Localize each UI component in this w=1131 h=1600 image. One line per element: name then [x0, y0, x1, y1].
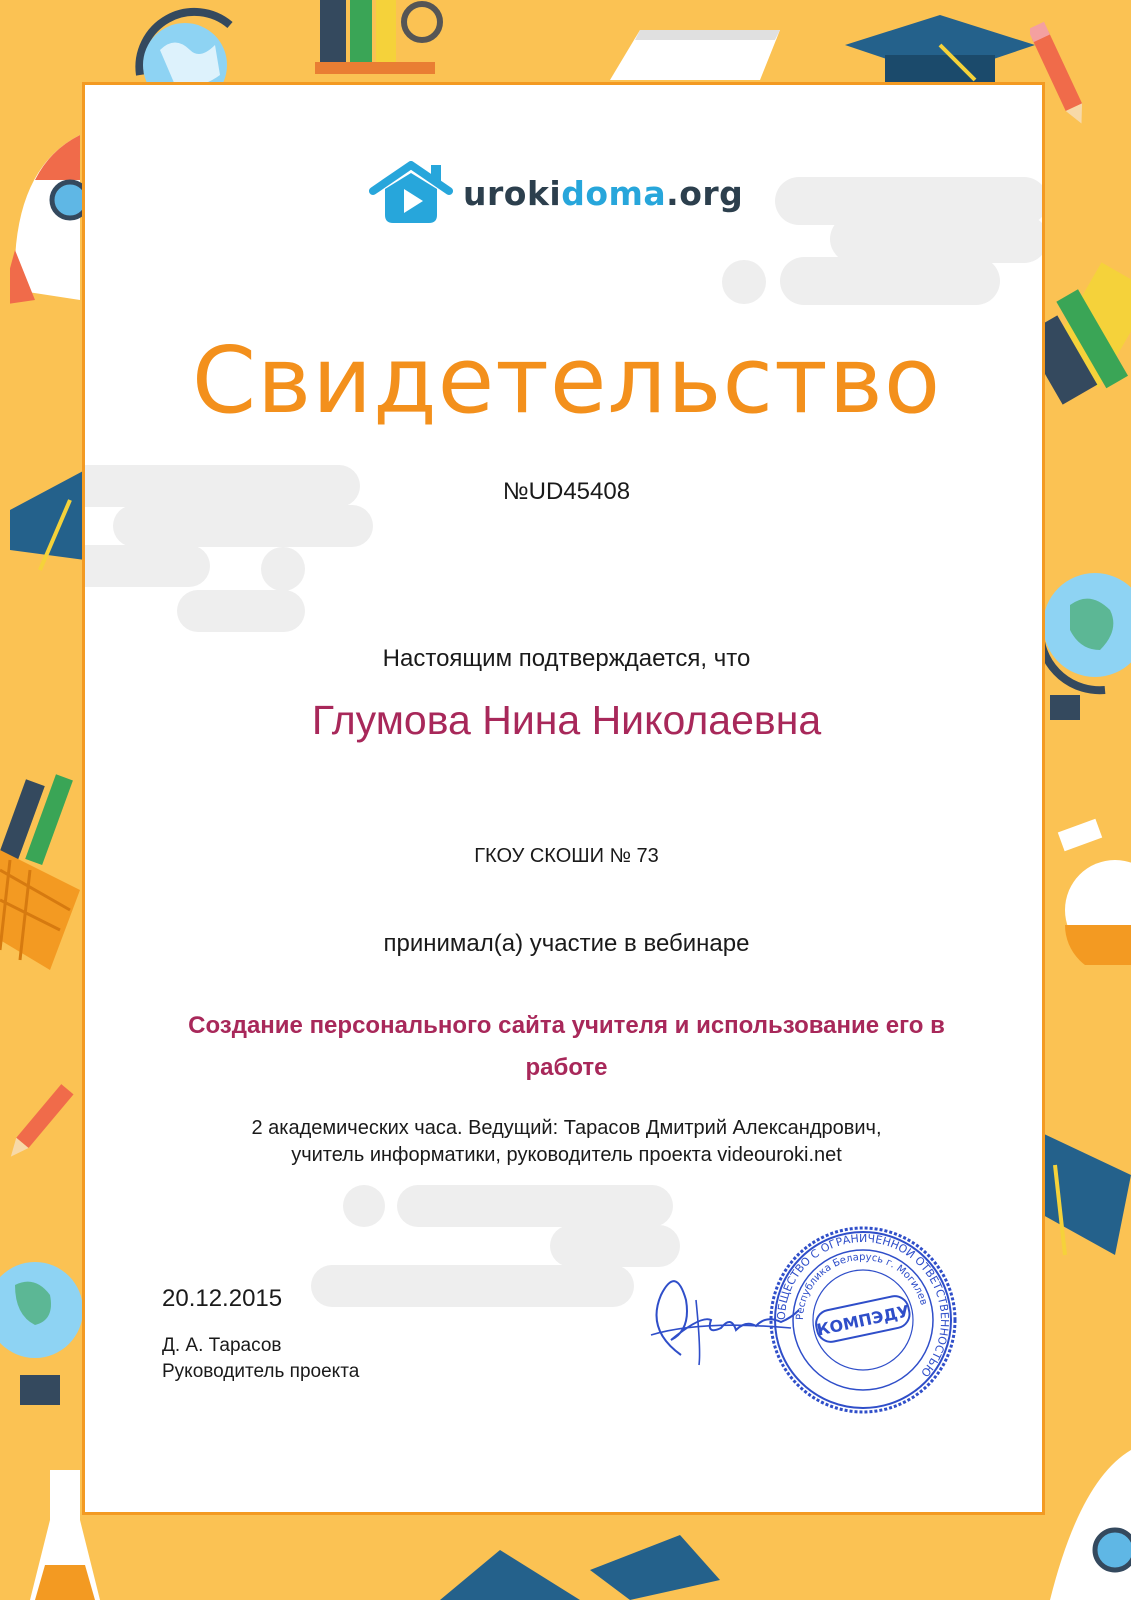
certificate-number: №UD45408: [502, 478, 631, 505]
participation-text: принимал(а) участие в вебинаре: [383, 930, 750, 957]
organization-name: ГКОУ СКОШИ № 73: [474, 845, 659, 867]
details-line: учитель информатики, руководитель проекта videouroki.net: [291, 1144, 842, 1166]
stamp-inner-text: Республика Беларусь г. Могилев: [794, 1251, 930, 1321]
stationery-icon: [1030, 250, 1131, 410]
rocket-icon: [1040, 1440, 1131, 1600]
recipient-name: Глумова Нина Николаевна: [311, 697, 822, 743]
book-icon: [610, 25, 780, 80]
globe-icon: [0, 1255, 85, 1415]
issue-date: 20.12.2015: [162, 1285, 283, 1312]
pencil-cup-icon: [300, 0, 460, 75]
confirmation-text: Настоящим подтверждается, что: [382, 645, 751, 672]
stamp-outer-text: ОБЩЕСТВО С ОГРАНИЧЕННОЙ ОТВЕТСТВЕННОСТЬЮ: [774, 1231, 952, 1380]
cloud-decoration: [311, 1265, 634, 1307]
cloud-decoration: [261, 547, 305, 591]
flask-icon: [1040, 815, 1131, 965]
certificate-title: Свидетельство: [191, 327, 942, 434]
pencil-basket-icon: [0, 770, 85, 970]
site-logo: [369, 161, 743, 225]
cloud-decoration: [830, 215, 1045, 263]
cloud-decoration: [177, 590, 305, 632]
graduation-cap-icon: [10, 460, 85, 580]
signer-role: Руководитель проекта: [162, 1361, 360, 1382]
official-stamp: [768, 1225, 958, 1415]
cloud-decoration: [82, 545, 210, 587]
graduation-cap-icon: [440, 1530, 720, 1600]
rocket-icon: [10, 130, 85, 330]
pencil-icon: [0, 1080, 80, 1170]
graduation-cap-icon: [845, 15, 1035, 85]
certificate-sheet: [82, 82, 1045, 1515]
signer-name: Д. А. Тарасов: [162, 1335, 282, 1356]
details-line: 2 академических часа. Ведущий: Тарасов Дмитрий Александрович,: [251, 1117, 882, 1139]
cloud-decoration: [397, 1185, 673, 1227]
cloud-decoration: [722, 260, 766, 304]
stamp-center-text: КОМПЭДУ: [814, 1301, 912, 1340]
webinar-details: [145, 1115, 988, 1169]
webinar-topic: Создание персонального сайта учителя и использование его в работе: [188, 1012, 945, 1081]
cloud-decoration: [343, 1185, 385, 1227]
cloud-decoration: [113, 505, 373, 547]
logo-text: urokidoma.org: [463, 173, 744, 213]
house-play-icon: [369, 161, 453, 225]
cloud-decoration: [780, 257, 1000, 305]
